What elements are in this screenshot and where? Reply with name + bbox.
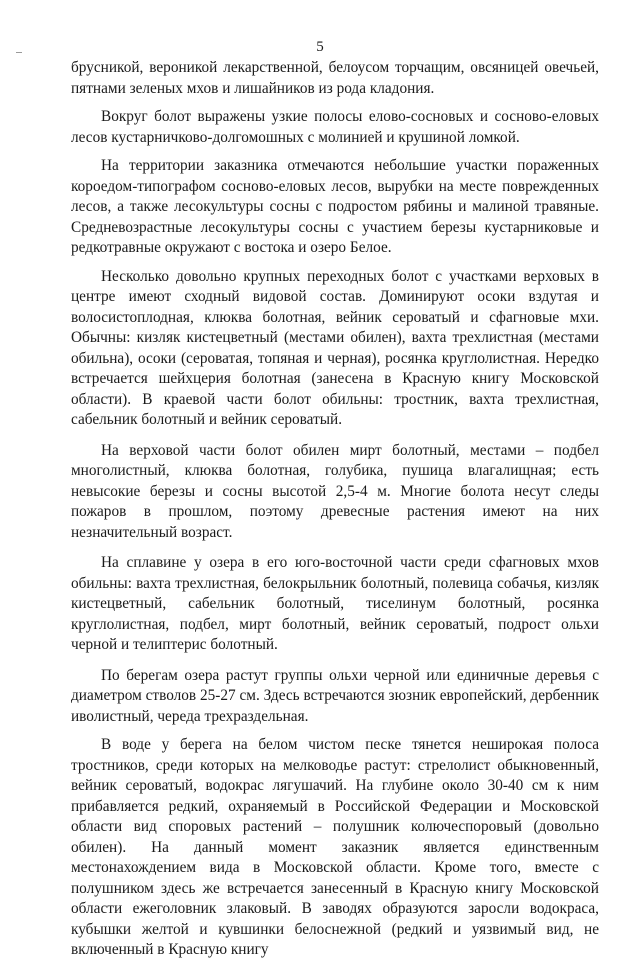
page-number: 5 — [316, 39, 324, 55]
paragraph-7: По берегам озера растут группы ольхи черной или единичные деревья с диаметром стволов 25-27 см. Здесь встречаются зюзник европейский, дербенник иволистный, череда трехраздельная. — [71, 666, 599, 725]
paragraph-3: На территории заказника отмечаются небольшие участки пораженных короедом-типографом сосново-еловых лесов, вырубки на месте поврежденных лесов, а также лесокультуры сосны с подростом рябины и малиной травяные. Средневозрастные лесокультуры сосны с участием березы кустарниковые и редкотравные окружают с востока и озеро Белое. — [71, 157, 599, 256]
paragraph-6: На сплавине у озера в его юго-восточной части среди сфагновых мхов обильны: вахта трехлистная, белокрыльник болотный, полевица собачья, кизляк кистецветный, сабельник болотный, тиселинум болотный, росянка круглолистная, подбел, мирт болотный, вейник сероватый, подрост ольхи черной и телиптерис болотный. — [71, 554, 599, 653]
paragraph-8: В воде у берега на белом чистом песке тянется неширокая полоса тростников, среди которых на мелководье растут: стрелолист обыкновенный, вейник сероватый, водокрас лягушачий. На глубине около 30-40 см к ним прибавляется редкий, охраняемый в Российской Федерации и Московской области вид споровых растений – полушник колючеспоровый (довольно обилен). На данный момент заказник является единственным местонахождением вида в Московской области. Кроме того, вместе с полушником здесь же встречается занесенный в Красную книгу Московской области ежеголовник злаковый. В заводях образуются заросли водокраса, кубышки желтой и кувшинки белоснежной (редкий и уязвимый вид, не включенный в Красную книгу — [71, 736, 599, 958]
paragraph-5: На верховой части болот обилен мирт болотный, местами – подбел многолистный, клюква болотная, голубика, пушица влагалищная; есть невысокие березы и сосны высотой 2,5-4 м. Многие болота несут следы пожаров в прошлом, поэтому древесные растения имеют на них незначительный возраст. — [71, 441, 599, 541]
document-body — [71, 58, 599, 961]
paragraph-2: Вокруг болот выражены узкие полосы елово-сосновых и сосново-еловых лесов кустарничково-долгомошных с молинией и крушиной ломкой. — [71, 108, 599, 146]
paragraph-4: Несколько довольно крупных переходных болот с участками верховых в центре имеют сходный видовой состав. Доминируют осоки вздутая и волосистоплодная, клюква болотная, вейник сероватый и сфагновые мхи. Обычны: кизляк кистецветный (местами обилен), вахта трехлистная (местами обильна), осоки (сероватая, топяная и черная), росянка круглолистная. Нередко встречается шейхцерия болотная (занесена в Красную книгу Московской области). В краевой части болот обильны: тростник, вахта трехлистная, сабельник болотный и вейник сероватый. — [71, 267, 599, 428]
paragraph-1: брусникой, вероникой лекарственной, белоусом торчащим, овсяницей овечьей, пятнами зеленых мхов и лишайников из рода кладония. — [71, 59, 599, 97]
